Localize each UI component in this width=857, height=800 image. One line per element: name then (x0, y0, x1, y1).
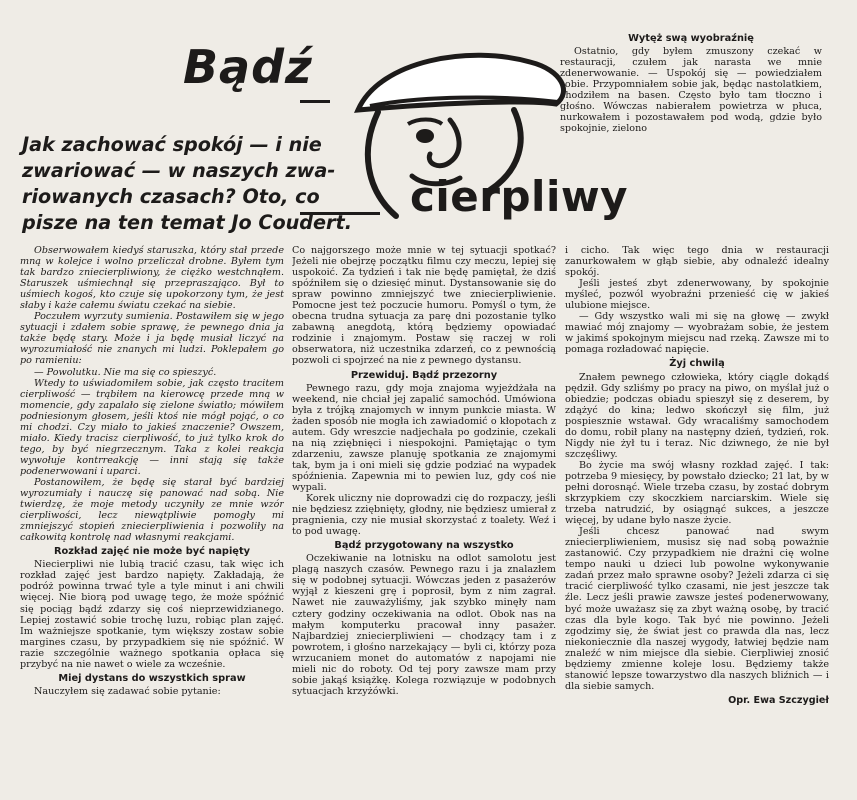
column-1 (20, 245, 284, 795)
title-main: Bądź (183, 40, 313, 94)
paragraph: Niecierpliwi nie lubią tracić czasu, tak więc ich rozkład zajęć jest bardzo napięty. Zakładają, że podróż powinna trwać tyle a tyle minut i ani chwili więcej. Nie biorą pod uwagę tego, że może spóźnić się pociąg bądź zdarzy się coś nieprzewidzianego. Lepiej zostawić sobie trochę luzu, robiąc plan zajęć. Im ważniejsze spotkanie, tym większy zostaw sobie margines czasu, by przypadkiem się nie spóźnić. W razie szczególnie ważnego spotkania opłaca się przybyć na nie nawet o wiele za wcześnie. (20, 559, 284, 670)
lead-line-3: riowanych czasach? Oto, co (22, 185, 320, 208)
top-right-column (560, 30, 822, 154)
paragraph: — Powolutku. Nie ma się co spieszyć. (34, 366, 217, 378)
heading-wytez: Wytęż swą wyobraźnię (628, 33, 754, 44)
paragraph: Wtedy to uświadomiłem sobie, jak często tracitem cierpliwość — trąbiłem na kierowcę przede mną w momencie, gdy zapalało się zielone światło; mówiłem podniesionym głosem, jeśli ktoś nie mógł pojąć, o co mi chodzi. Czy miało to jakieś znaczenie? Owszem, miało. Kiedy tracisz cierpliwość, to już tylko krok do tego, by być niegrzecznym. Taka z kolei reakcja wywołuje kontrreakcję — inni stają się także podenerwowani i uparci. (20, 377, 284, 477)
paragraph: Oczekiwanie na lotnisku na odlot samolotu jest plagą naszych czasów. Pewnego razu i ja znalazłem się w podobnej sytuacji. Wówczas jeden z pasażerów wyjął z kieszeni grę i poprosił, bym z nim zagrał. Nawet nie zauważyliśmy, jak szybko minęły nam cztery godziny oczekiwania na odlot. Obok nas na małym komputerku pracował inny pasażer. Najbardziej zniecierpliwieni — chodzący tam i z powrotem, i głośno narzekający — byli ci, którzy poza wrzucaniem monet do automatów z napojami nie mieli nic do roboty. Od tej pory zawsze mam przy sobie jakąś książkę. Kolega rozwiązuje w podobnych sytuacjach krzyżówki. (292, 553, 556, 697)
paragraph: Nauczyłem się zadawać sobie pytanie: (34, 685, 221, 697)
paragraph: Co najgorszego może mnie w tej sytuacji spotkać? Jeżeli nie obejrzę początku filmu czy meczu, lepiej się uspokoić. Za tydzień i tak nie będę pamiętał, że dziś spóźniłem się o dziesięć minut. Dystansowanie się do spraw powinno zmniejszyć twe zniecierpliwienie. Pomocne jest też poczucie humoru. Pomyśl o tym, że obecna trudna sytuacja za parę dni pozostanie tylko zabawną anegdotą, którą będziemy opowiadać rodzinie i znajomym. Postaw się raczej w roli obserwatora, niż uczestnika zdarzeń, co z pewnością pozwoli ci spojrzeć na nie z pewnego dystansu. (292, 245, 556, 367)
paragraph: — Gdy wszystko wali mi się na głowę — zwykł mawiać mój znajomy — wyobrażam sobie, że jestem w jakimś spokojnym miejscu nad rzeką. Zawsze mi to pomaga rozładować napięcie. (565, 311, 829, 356)
heading-rozklad: Rozkład zajęć nie może być napięty (53, 546, 251, 558)
paragraph: Korek uliczny nie doprowadzi cię do rozpaczy, jeśli nie będziesz zziębnięty, głodny, nie będziesz umierał z pragnienia, czy nie musiał skorzystać z toalety. Weź i to pod uwagę. (292, 493, 556, 538)
paragraph: i cicho. Tak więc tego dnia w restauracji zanurkowałem w głąb siebie, aby odnaleźć idealny spokój. (565, 245, 829, 279)
heading-dystans: Miej dystans do wszystkich spraw (58, 672, 246, 684)
title-second: cierpliwy (410, 172, 629, 221)
paragraph: Pewnego razu, gdy moja znajoma wyjeżdżała na weekend, nie chciał jej zapalić samochód. Umówiona była z trójką znajomych w innym punkcie miasta. W żaden sposób nie mogła ich zawiadomić o kłopotach z autem. Gdy wreszcie nadjechała po godzinie, czekali na nią zziębnięci i niespokojni. Pamiętając o tym zdarzeniu, zawsze planuję spotkania ze znajomymi tak, bym ja i oni mieli się gdzie podziać na wypadek spóźnienia. Zapewnia mi to pewien luz, gdy coś nie wypali. (292, 382, 556, 493)
paragraph: Jeśli jesteś zbyt zdenerwowany, by spokojnie myśleć, pozwól wyobraźni przenieść cię w jakieś ulubione miejsce. (565, 278, 829, 312)
column-3 (565, 245, 829, 795)
heading-zyj-chwila: Żyj chwilą (669, 358, 725, 370)
paragraph: Postanowiłem, że będę się starał być bardziej wyrozumiały i nauczę się panować nad sobą. Nie twierdzę, że moje metody uczyniły ze mnie wzór cierpliwości, lecz niewątpliwie pomogły mi zmniejszyć stopień zniecierpliwienia i pozwoliły na całkowitą kontrolę nad własnymi reakcjami. (20, 476, 284, 544)
heading-przygotowany: Bądź przygotowany na wszystko (334, 540, 514, 552)
lead-line-2: zwariować — w naszych zwa- (22, 159, 336, 182)
paragraph: Bo życie ma swój własny rozkład zajęć. I tak: potrzeba 9 miesięcy, by powstało dziecko; 21 lat, by w pełni dorosnąć. Wiele trzeba czasu, by zostać dobrym skrzypkiem czy skoczkiem narciarskim. Wiele się trzeba natrudzić, by osiągnąć sukces, a jeszcze więcej, by udane było nasze życie. (565, 459, 829, 527)
paragraph: Obserwowałem kiedyś staruszka, który stał przede mną w kolejce i wolno przeliczał drobne. Byłem tym tak bardzo zniecierpliwiony, że ciężko westchnąłem. Staruszek uśmiechnął się przepraszająco. Był to uśmiech kogoś, kto czuje się upokorzony tym, że jest słaby i każe całemu światu czekać na siebie. (20, 245, 284, 312)
paragraph: Poczułem wyrzuty sumienia. Postawiłem się w jego sytuacji i zdałem sobie sprawę, że pewnego dnia ja także będę stary. Może i ja będę musiał liczyć na wyrozumiałość nie znanych mi ludzi. Poklepałem go po ramieniu: (20, 311, 284, 367)
lead-line-4: pisze na ten temat Jo Coudert. (22, 211, 352, 234)
paragraph: Jeśli chcesz panować nad swym zniecierpliwieniem, musisz się nad sobą poważnie zastanowić. Czy przypadkiem nie drażni cię wolne tempo nauki u dzieci lub powolne wykonywanie zadań przez mało sprawne osoby? Jeżeli zdarza ci się tracić cierpliwość tylko czasami, nie jest jeszcze tak źle. Lecz jeśli prawie zawsze jesteś podenerwowany, być może uważasz się za zbyt ważną osobę, by tracić czas dla byle kogo. Tak być nie powinno. Jeżeli zgodzimy się, że świat jest co prawda dla nas, lecz niekoniecznie dla naszej wygody, łatwiej będzie nam znaleźć w nim miejsce dla siebie. Cierpliwiej znosić będziemy zmienne koleje losu. Będziemy także stanowić lepsze towarzystwo dla naszych bliźnich — i dla siebie samych. (565, 526, 829, 692)
lead-line-1: Jak zachować spokój — i nie (22, 133, 322, 156)
signature: Opr. Ewa Szczygieł (728, 694, 829, 706)
paragraph: Ostatnio, gdy byłem zmuszony czekać w restauracji, czułem jak narasta we mnie zdenerwowanie. — Uspokój się — powiedziałem sobie. Przypomniałem sobie jak, będąc nastolatkiem, chodziłem na basen. Często było tam tłoczno i głośno. Wówczas nabierałem powietrza w płuca, nurkowałem i pozostawałem pod wodą, gdzie było spokojnie, zielono (560, 46, 822, 135)
column-2 (292, 245, 556, 795)
paragraph: Znałem pewnego człowieka, który ciągle dokądś pędził. Gdy szliśmy po pracy na piwo, on myślał już o obiedzie; podczas obiadu spieszył się z deserem, by zdążyć do kina; ledwo skończył się film, już pospiesznie wstawał. Gdy wracaliśmy samochodem do domu, robił plany na następny dzień, tydzień, rok. Nigdy nie żył tu i teraz. Nic dziwnego, że nie był szczęśliwy. (565, 371, 829, 460)
heading-przewiduj: Przewiduj. Bądź przezorny (350, 369, 498, 381)
